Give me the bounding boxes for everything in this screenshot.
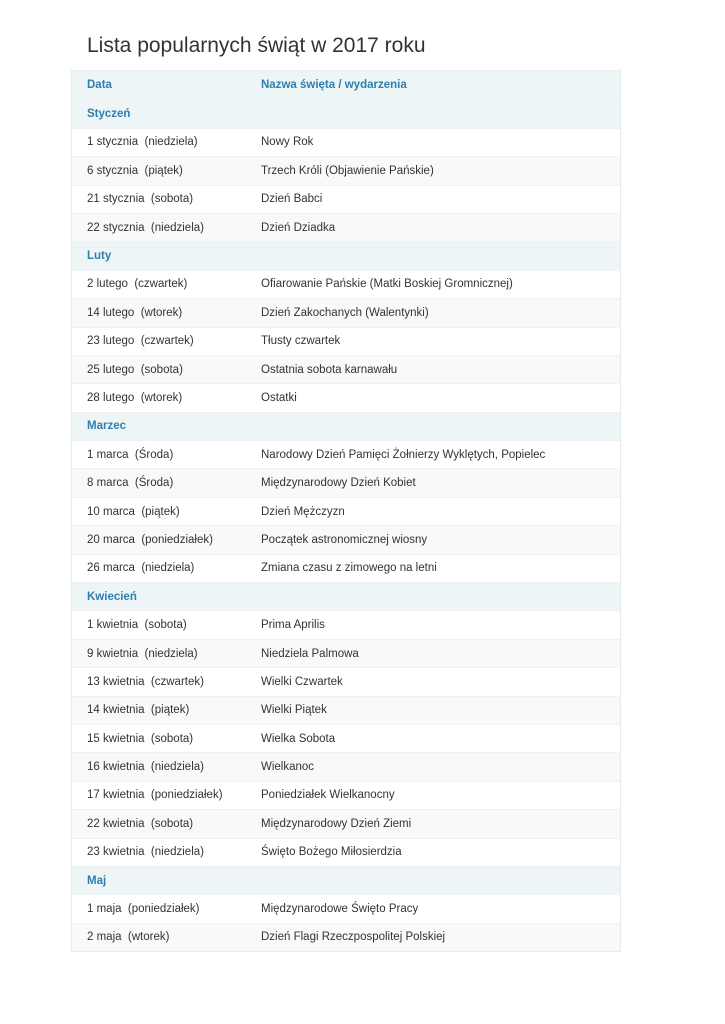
month-section-row [72, 582, 620, 610]
table-row [72, 355, 620, 383]
event-cell: Poniedziałek Wielkanocny [261, 789, 395, 802]
table-row [72, 639, 620, 667]
table-row [72, 696, 620, 724]
event-cell: Ofiarowanie Pańskie (Matki Boskiej Gromnicznej) [261, 278, 513, 291]
month-name: Kwiecień [87, 590, 137, 603]
event-cell: Wielkanoc [261, 761, 315, 774]
event-cell: Wielki Piątek [261, 704, 327, 717]
event-cell: Dzień Flagi Rzeczpospolitej Polskiej [261, 931, 446, 944]
month-name: Styczeń [87, 108, 131, 121]
date-cell: 23 kwietnia (niedziela) [87, 846, 204, 859]
month-section-row [72, 412, 620, 440]
date-cell: 17 kwietnia (poniedziałek) [87, 789, 223, 802]
date-cell: 28 lutego (wtorek) [87, 391, 183, 404]
event-cell: Nowy Rok [261, 136, 314, 149]
date-cell: 15 kwietnia (sobota) [87, 732, 194, 745]
date-cell: 16 kwietnia (niedziela) [87, 761, 204, 774]
event-cell: Międzynarodowy Dzień Ziemi [261, 817, 412, 830]
table-header-row [72, 71, 620, 99]
date-cell: 6 stycznia (piątek) [87, 164, 183, 177]
date-cell: 2 lutego (czwartek) [87, 278, 188, 291]
date-cell: 1 marca (Środa) [87, 448, 174, 461]
event-cell: Święto Bożego Miłosierdzia [261, 846, 402, 859]
event-cell: Zmiana czasu z zimowego na letni [261, 562, 437, 575]
date-cell: 25 lutego (sobota) [87, 363, 183, 376]
table-row [72, 724, 620, 752]
table-row [72, 185, 620, 213]
table-row [72, 383, 620, 411]
table-row [72, 667, 620, 695]
date-cell: 1 stycznia (niedziela) [87, 136, 198, 149]
event-cell: Narodowy Dzień Pamięci Żołnierzy Wyklętych, Popielec [261, 448, 546, 461]
event-cell: Międzynarodowe Święto Pracy [261, 903, 419, 916]
table-row [72, 468, 620, 496]
table-row [72, 525, 620, 553]
table-row [72, 440, 620, 468]
table-row [72, 610, 620, 638]
date-cell: 23 lutego (czwartek) [87, 335, 194, 348]
table-row [72, 554, 620, 582]
table-row [72, 752, 620, 780]
month-name: Marzec [87, 420, 126, 433]
event-cell: Ostatki [261, 391, 297, 404]
date-cell: 1 maja (poniedziałek) [87, 903, 200, 916]
date-cell: 13 kwietnia (czwartek) [87, 675, 204, 688]
date-cell: 10 marca (piątek) [87, 505, 180, 518]
event-cell: Wielki Czwartek [261, 675, 343, 688]
event-cell: Międzynarodowy Dzień Kobiet [261, 477, 416, 490]
date-cell: 8 marca (Środa) [87, 477, 174, 490]
table-row [72, 213, 620, 241]
table-row [72, 894, 620, 922]
table-row [72, 809, 620, 837]
event-cell: Niedziela Palmowa [261, 647, 359, 660]
event-cell: Początek astronomicznej wiosny [261, 533, 428, 546]
event-cell: Ostatnia sobota karnawału [261, 363, 398, 376]
date-cell: 14 lutego (wtorek) [87, 306, 183, 319]
table-row [72, 781, 620, 809]
table-row [72, 156, 620, 184]
table-row [72, 128, 620, 156]
month-name: Luty [87, 250, 112, 263]
date-cell: 26 marca (niedziela) [87, 562, 195, 575]
event-cell: Dzień Mężczyzn [261, 505, 345, 518]
holidays-table [71, 70, 621, 952]
date-cell: 21 stycznia (sobota) [87, 193, 194, 206]
table-row [72, 497, 620, 525]
table-row [72, 270, 620, 298]
date-cell: 2 maja (wtorek) [87, 931, 170, 944]
table-row [72, 838, 620, 866]
event-cell: Trzech Króli (Objawienie Pańskie) [261, 164, 434, 177]
month-section-row [72, 99, 620, 127]
column-header-date: Data [87, 79, 112, 92]
month-name: Maj [87, 874, 107, 887]
table-row [72, 327, 620, 355]
page-title: Lista popularnych świąt w 2017 roku [87, 34, 426, 57]
table-row [72, 923, 620, 951]
month-section-row [72, 241, 620, 269]
date-cell: 20 marca (poniedziałek) [87, 533, 213, 546]
event-cell: Dzień Zakochanych (Walentynki) [261, 306, 429, 319]
date-cell: 14 kwietnia (piątek) [87, 704, 190, 717]
event-cell: Dzień Dziadka [261, 221, 336, 234]
date-cell: 22 stycznia (niedziela) [87, 221, 204, 234]
column-header-event: Nazwa święta / wydarzenia [261, 79, 407, 92]
event-cell: Dzień Babci [261, 193, 323, 206]
month-section-row [72, 866, 620, 894]
event-cell: Tłusty czwartek [261, 335, 341, 348]
date-cell: 22 kwietnia (sobota) [87, 817, 194, 830]
date-cell: 1 kwietnia (sobota) [87, 619, 187, 632]
event-cell: Wielka Sobota [261, 732, 336, 745]
date-cell: 9 kwietnia (niedziela) [87, 647, 198, 660]
table-row [72, 298, 620, 326]
event-cell: Prima Aprilis [261, 619, 325, 632]
